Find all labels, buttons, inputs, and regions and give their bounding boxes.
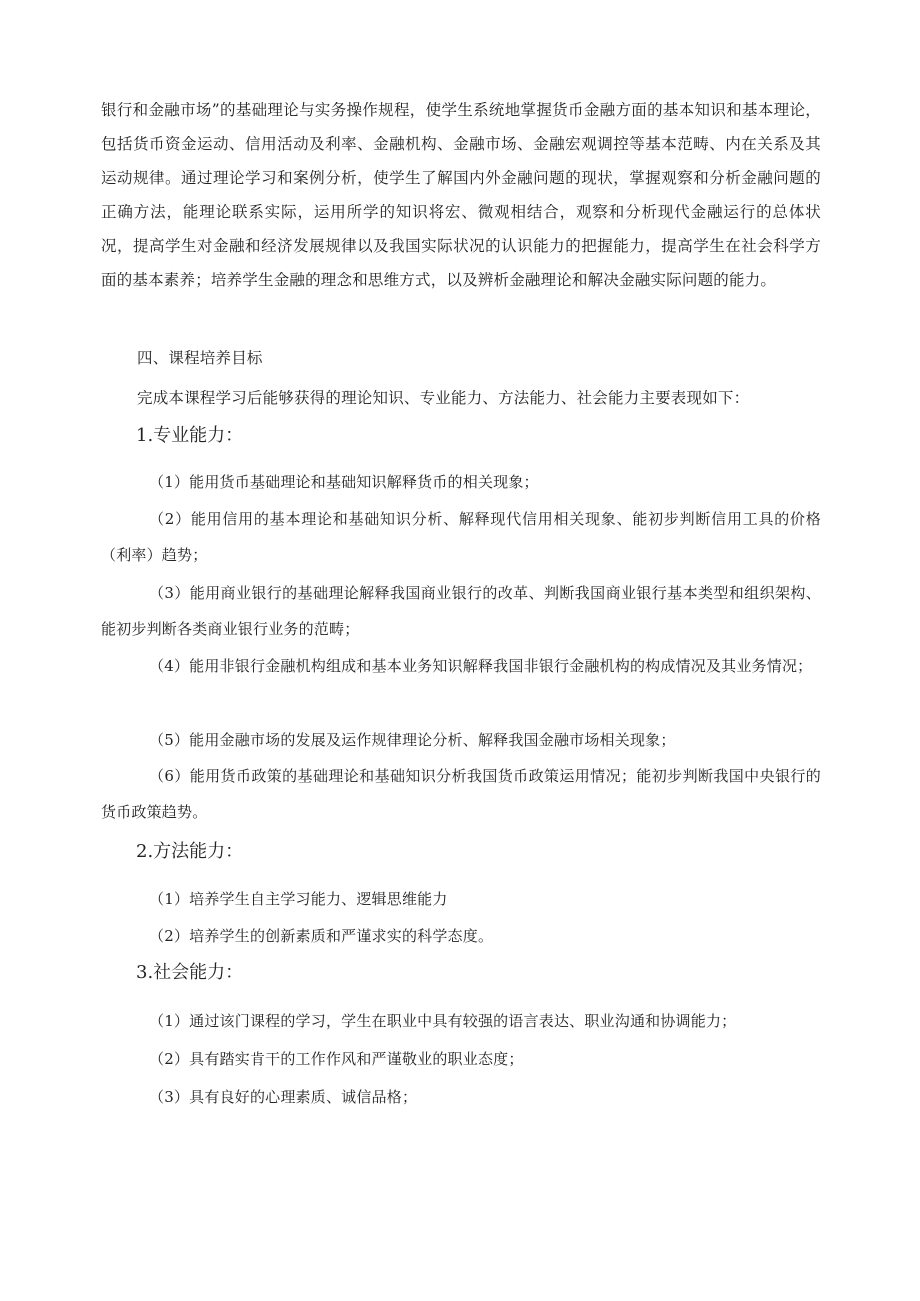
professional-heading: 1.专业能力： [136,425,244,446]
method-heading: 2.方法能力： [136,841,244,862]
professional-item-6: （6）能用货币政策的基础理论和基础知识分析我国货币政策运用情况；能初步判断我国中央银行的货币政策趋势。 [101,767,821,821]
method-item-1: （1）培养学生自主学习能力、逻辑思维能力 [149,890,448,908]
social-item-3: （3）具有良好的心理素质、诚信品格； [149,1088,418,1106]
method-item-2: （2）培养学生的创新素质和严谨求实的科学态度。 [149,927,494,945]
section-title: 四、课程培养目标 [137,349,263,367]
intro-paragraph: 银行和金融市场”的基础理论与实务操作规程，使学生系统地掌握货币金融方面的基本知识和基本理论，包括货币资金运动、信用活动及利率、金融机构、金融市场、金融宏观调控等基本范畴、内在关系及其运动规律。通过理论学习和案例分析，使学生了解国内外金融问题的现状，掌握观察和分析金融问题的正确方法，能理论联系实际，运用所学的知识将宏、微观相结合，观察和分析现代金融运行的总体状况，提高学生对金融和经济发展规律以及我国实际状况的认识能力的把握能力，提高学生在社会科学方面的基本素养；培养学生金融的理念和思维方式，以及辨析金融理论和解决金融实际问题的能力。 [101,101,821,289]
section-intro: 完成本课程学习后能够获得的理论知识、专业能力、方法能力、社会能力主要表现如下： [137,389,750,407]
professional-item-1: （1）能用货币基础理论和基础知识解释货币的相关现象； [149,473,539,491]
social-heading: 3.社会能力： [136,962,244,983]
professional-item-2: （2）能用信用的基本理论和基础知识分析、解释现代信用相关现象、能初步判断信用工具的价格（利率）趋势； [101,510,821,564]
professional-item-3: （3）能用商业银行的基础理论解释我国商业银行的改革、判断我国商业银行基本类型和组织架构、能初步判断各类商业银行业务的范畴； [101,584,821,638]
professional-item-5: （5）能用金融市场的发展及运作规律理论分析、解释我国金融市场相关现象； [149,731,676,749]
social-item-2: （2）具有踏实肯干的工作作风和严谨敬业的职业态度； [149,1050,524,1068]
professional-item-4: （4）能用非银行金融机构组成和基本业务知识解释我国非银行金融机构的构成情况及其业务情况； [149,657,813,675]
social-item-1: （1）通过该门课程的学习，学生在职业中具有较强的语言表达、职业沟通和协调能力； [149,1012,737,1030]
